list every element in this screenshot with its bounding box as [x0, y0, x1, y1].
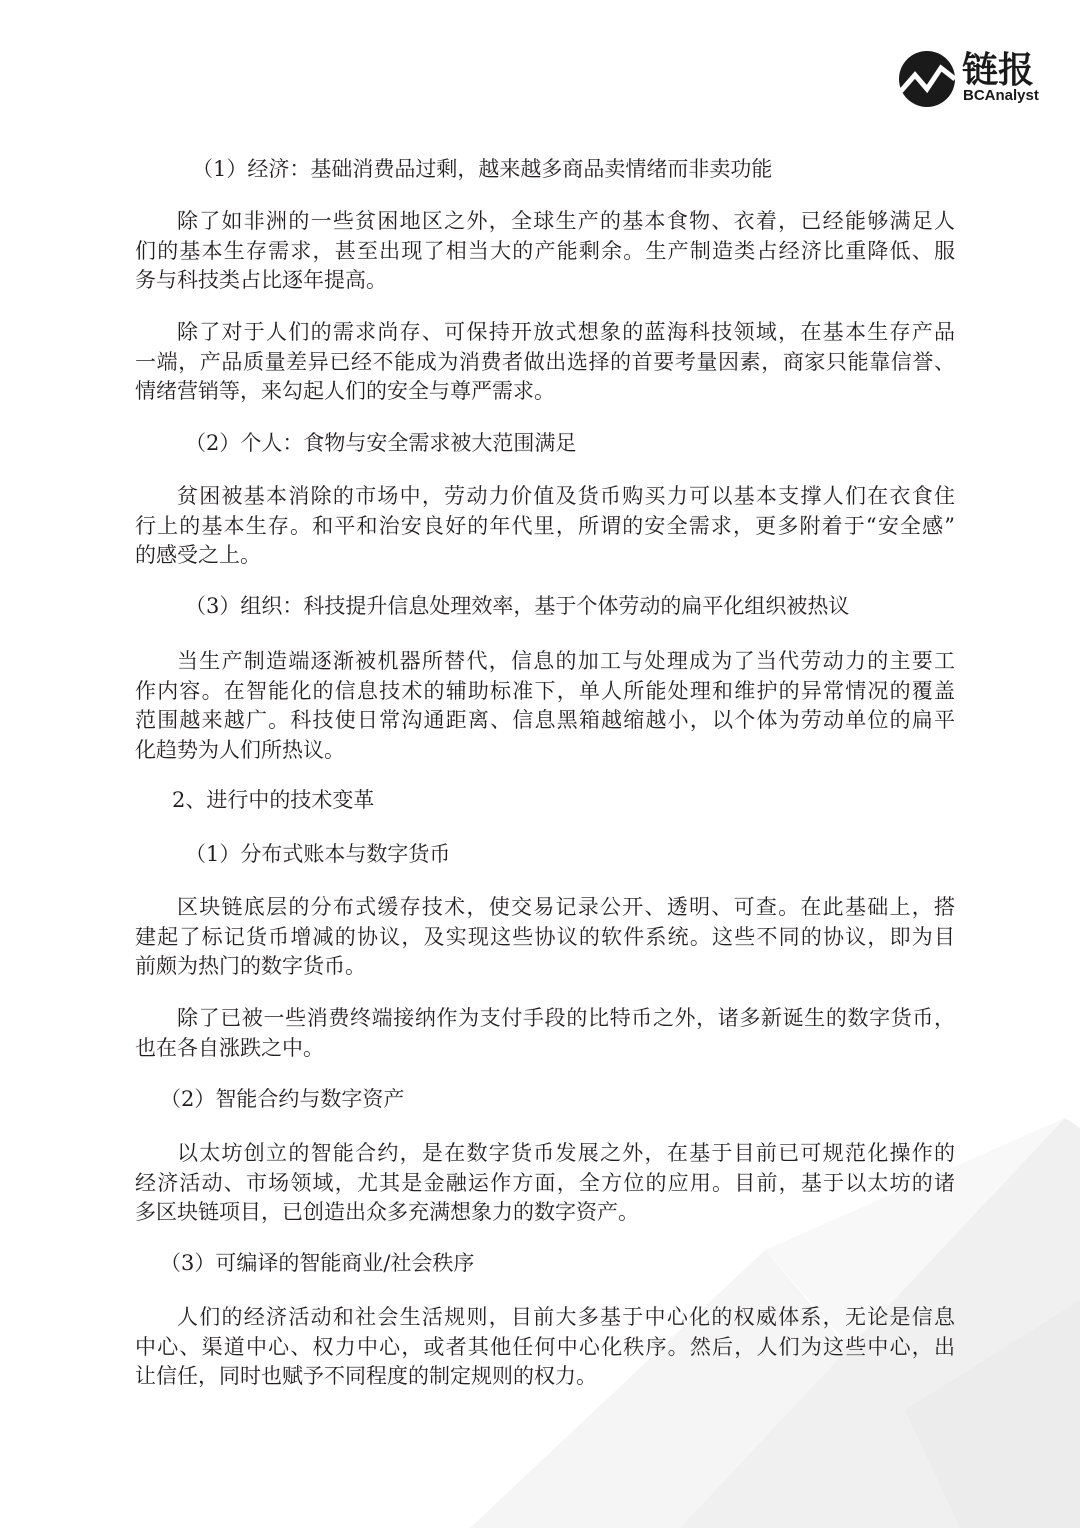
- chart-peak-logo-icon: [896, 48, 958, 110]
- paragraph-line: 除了对于人们的需求尚存、可保持开放式想象的蓝海科技领域，在基本生存产品: [177, 320, 955, 344]
- paragraph-line: 行上的基本生存。和平和治安良好的年代里，所谓的安全需求，更多附着于“安全感”: [135, 513, 955, 538]
- brand-tagline: BCAnalyst: [963, 87, 1039, 104]
- heading-economy: （1）经济：基础消费品过剩，越来越多商品卖情绪而非卖功能: [192, 157, 773, 181]
- paragraph-line: 让信任，同时也赋予不同程度的制定规则的权力。: [135, 1364, 597, 1389]
- paragraph-line: 中心、渠道中心、权力中心，或者其他任何中心化秩序。然后，人们为这些中心，出: [135, 1334, 955, 1359]
- paragraph-line: 当生产制造端逐渐被机器所替代，信息的加工与处理成为了当代劳动力的主要工: [177, 649, 955, 673]
- paragraph-line: 化趋势为人们所热议。: [135, 737, 345, 762]
- body-paragraph: [135, 318, 955, 407]
- body-paragraph: [135, 1139, 955, 1228]
- paragraph-line: 范围越来越广。科技使日常沟通距离、信息黑箱越缩越小，以个体为劳动单位的扁平: [135, 708, 955, 733]
- paragraph-line: 的感受之上。: [135, 543, 261, 568]
- body-paragraph: [135, 893, 955, 982]
- paragraph-line: 多区块链项目，已创造出众多充满想象力的数字资产。: [135, 1200, 639, 1225]
- body-paragraph: [135, 207, 955, 296]
- paragraph-line: 作内容。在智能化的信息技术的辅助标准下，单人所能处理和维护的异常情况的覆盖: [135, 678, 955, 703]
- heading-distributed-ledger: （1）分布式账本与数字货币: [185, 842, 451, 866]
- heading-programmable-order: （3）可编译的智能商业/社会秩序: [160, 1251, 475, 1275]
- body-paragraph: [135, 482, 955, 571]
- paragraph-line: 情绪营销等，来勾起人们的安全与尊严需求。: [135, 379, 555, 404]
- body-paragraph: [135, 1303, 955, 1392]
- paragraph-line: 贫困被基本消除的市场中，劳动力价值及货币购买力可以基本支撑人们在衣食住: [177, 484, 955, 508]
- brand-logo: [896, 48, 1056, 110]
- paragraph-line: 除了已被一些消费终端接纳作为支付手段的比特币之外，诸多新诞生的数字货币，: [177, 1006, 955, 1030]
- heading-organization: （3）组织：科技提升信息处理效率，基于个体劳动的扁平化组织被热议: [185, 594, 850, 618]
- paragraph-line: 们的基本生存需求，甚至出现了相当大的产能剩余。生产制造类占经济比重降低、服: [135, 238, 955, 263]
- body-paragraph: [135, 1004, 955, 1063]
- heading-individual: （2）个人：食物与安全需求被大范围满足: [185, 431, 577, 455]
- paragraph-line: 前颇为热门的数字货币。: [135, 954, 366, 979]
- paragraph-line: 区块链底层的分布式缓存技术，使交易记录公开、透明、可查。在此基础上，搭: [177, 895, 955, 919]
- heading-smart-contracts: （2）智能合约与数字资产: [160, 1087, 405, 1111]
- paragraph-line: 一端，产品质量差异已经不能成为消费者做出选择的首要考量因素，商家只能靠信誉、: [135, 349, 955, 374]
- paragraph-line: 务与科技类占比逐年提高。: [135, 268, 387, 293]
- paragraph-line: 人们的经济活动和社会生活规则，目前大多基于中心化的权威体系，无论是信息: [177, 1305, 955, 1329]
- paragraph-line: 除了如非洲的一些贫困地区之外，全球生产的基本食物、衣着，已经能够满足人: [177, 209, 955, 233]
- brand-name: 链报: [962, 50, 1035, 91]
- paragraph-line: 以太坊创立的智能合约，是在数字货币发展之外，在基于目前已可规范化操作的: [177, 1141, 955, 1165]
- paragraph-line: 建起了标记货币增减的协议，及实现这些协议的软件系统。这些不同的协议，即为目: [135, 924, 955, 949]
- paragraph-line: 也在各自涨跌之中。: [135, 1035, 324, 1060]
- section-title-tech-change: 2、进行中的技术变革: [172, 788, 375, 812]
- paragraph-line: 经济活动、市场领域，尤其是金融运作方面，全方位的应用。目前，基于以太坊的诸: [135, 1170, 955, 1195]
- body-paragraph: [135, 647, 955, 765]
